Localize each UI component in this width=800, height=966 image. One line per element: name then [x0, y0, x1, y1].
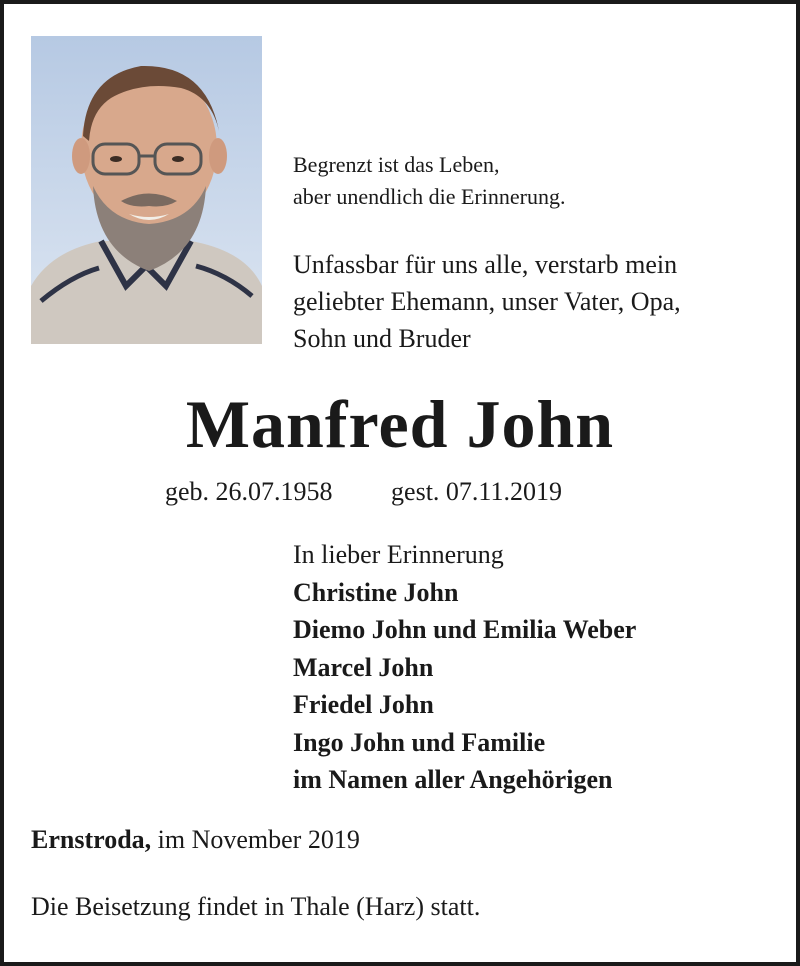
intro-line: Sohn und Bruder: [293, 324, 471, 353]
portrait-photo: [31, 36, 262, 344]
memorial-quote: [293, 149, 565, 213]
mourner-name: Ingo John und Familie: [293, 727, 546, 757]
death-announcement-intro: [293, 246, 681, 357]
birth-date: geb. 26.07.1958: [165, 477, 333, 506]
quote-line: aber unendlich die Erinnerung.: [293, 184, 566, 209]
quote-line: Begrenzt ist das Leben,: [293, 152, 500, 177]
death-date: gest. 07.11.2019: [391, 477, 562, 506]
mourner-name: Marcel John: [293, 652, 434, 682]
mourner-name: im Namen aller Angehörigen: [293, 765, 613, 794]
life-dates: [165, 475, 562, 509]
mourner-name: Friedel John: [293, 690, 434, 719]
intro-line: geliebter Ehemann, unser Vater, Opa,: [293, 287, 681, 316]
deceased-name: Manfred John: [185, 386, 615, 462]
mourners-list: [293, 536, 636, 799]
notice-date: im November 2019: [157, 825, 360, 854]
intro-line: Unfassbar für uns alle, verstarb mein: [293, 250, 678, 279]
place-and-date: [31, 823, 360, 857]
town-name: Ernstroda,: [31, 825, 152, 854]
burial-note: Die Beisetzung findet in Thale (Harz) statt.: [31, 892, 481, 921]
mourner-name: Christine John: [293, 577, 459, 607]
mourners-heading: In lieber Erinnerung: [293, 540, 504, 569]
mourner-name: Diemo John und Emilia Weber: [293, 615, 637, 644]
